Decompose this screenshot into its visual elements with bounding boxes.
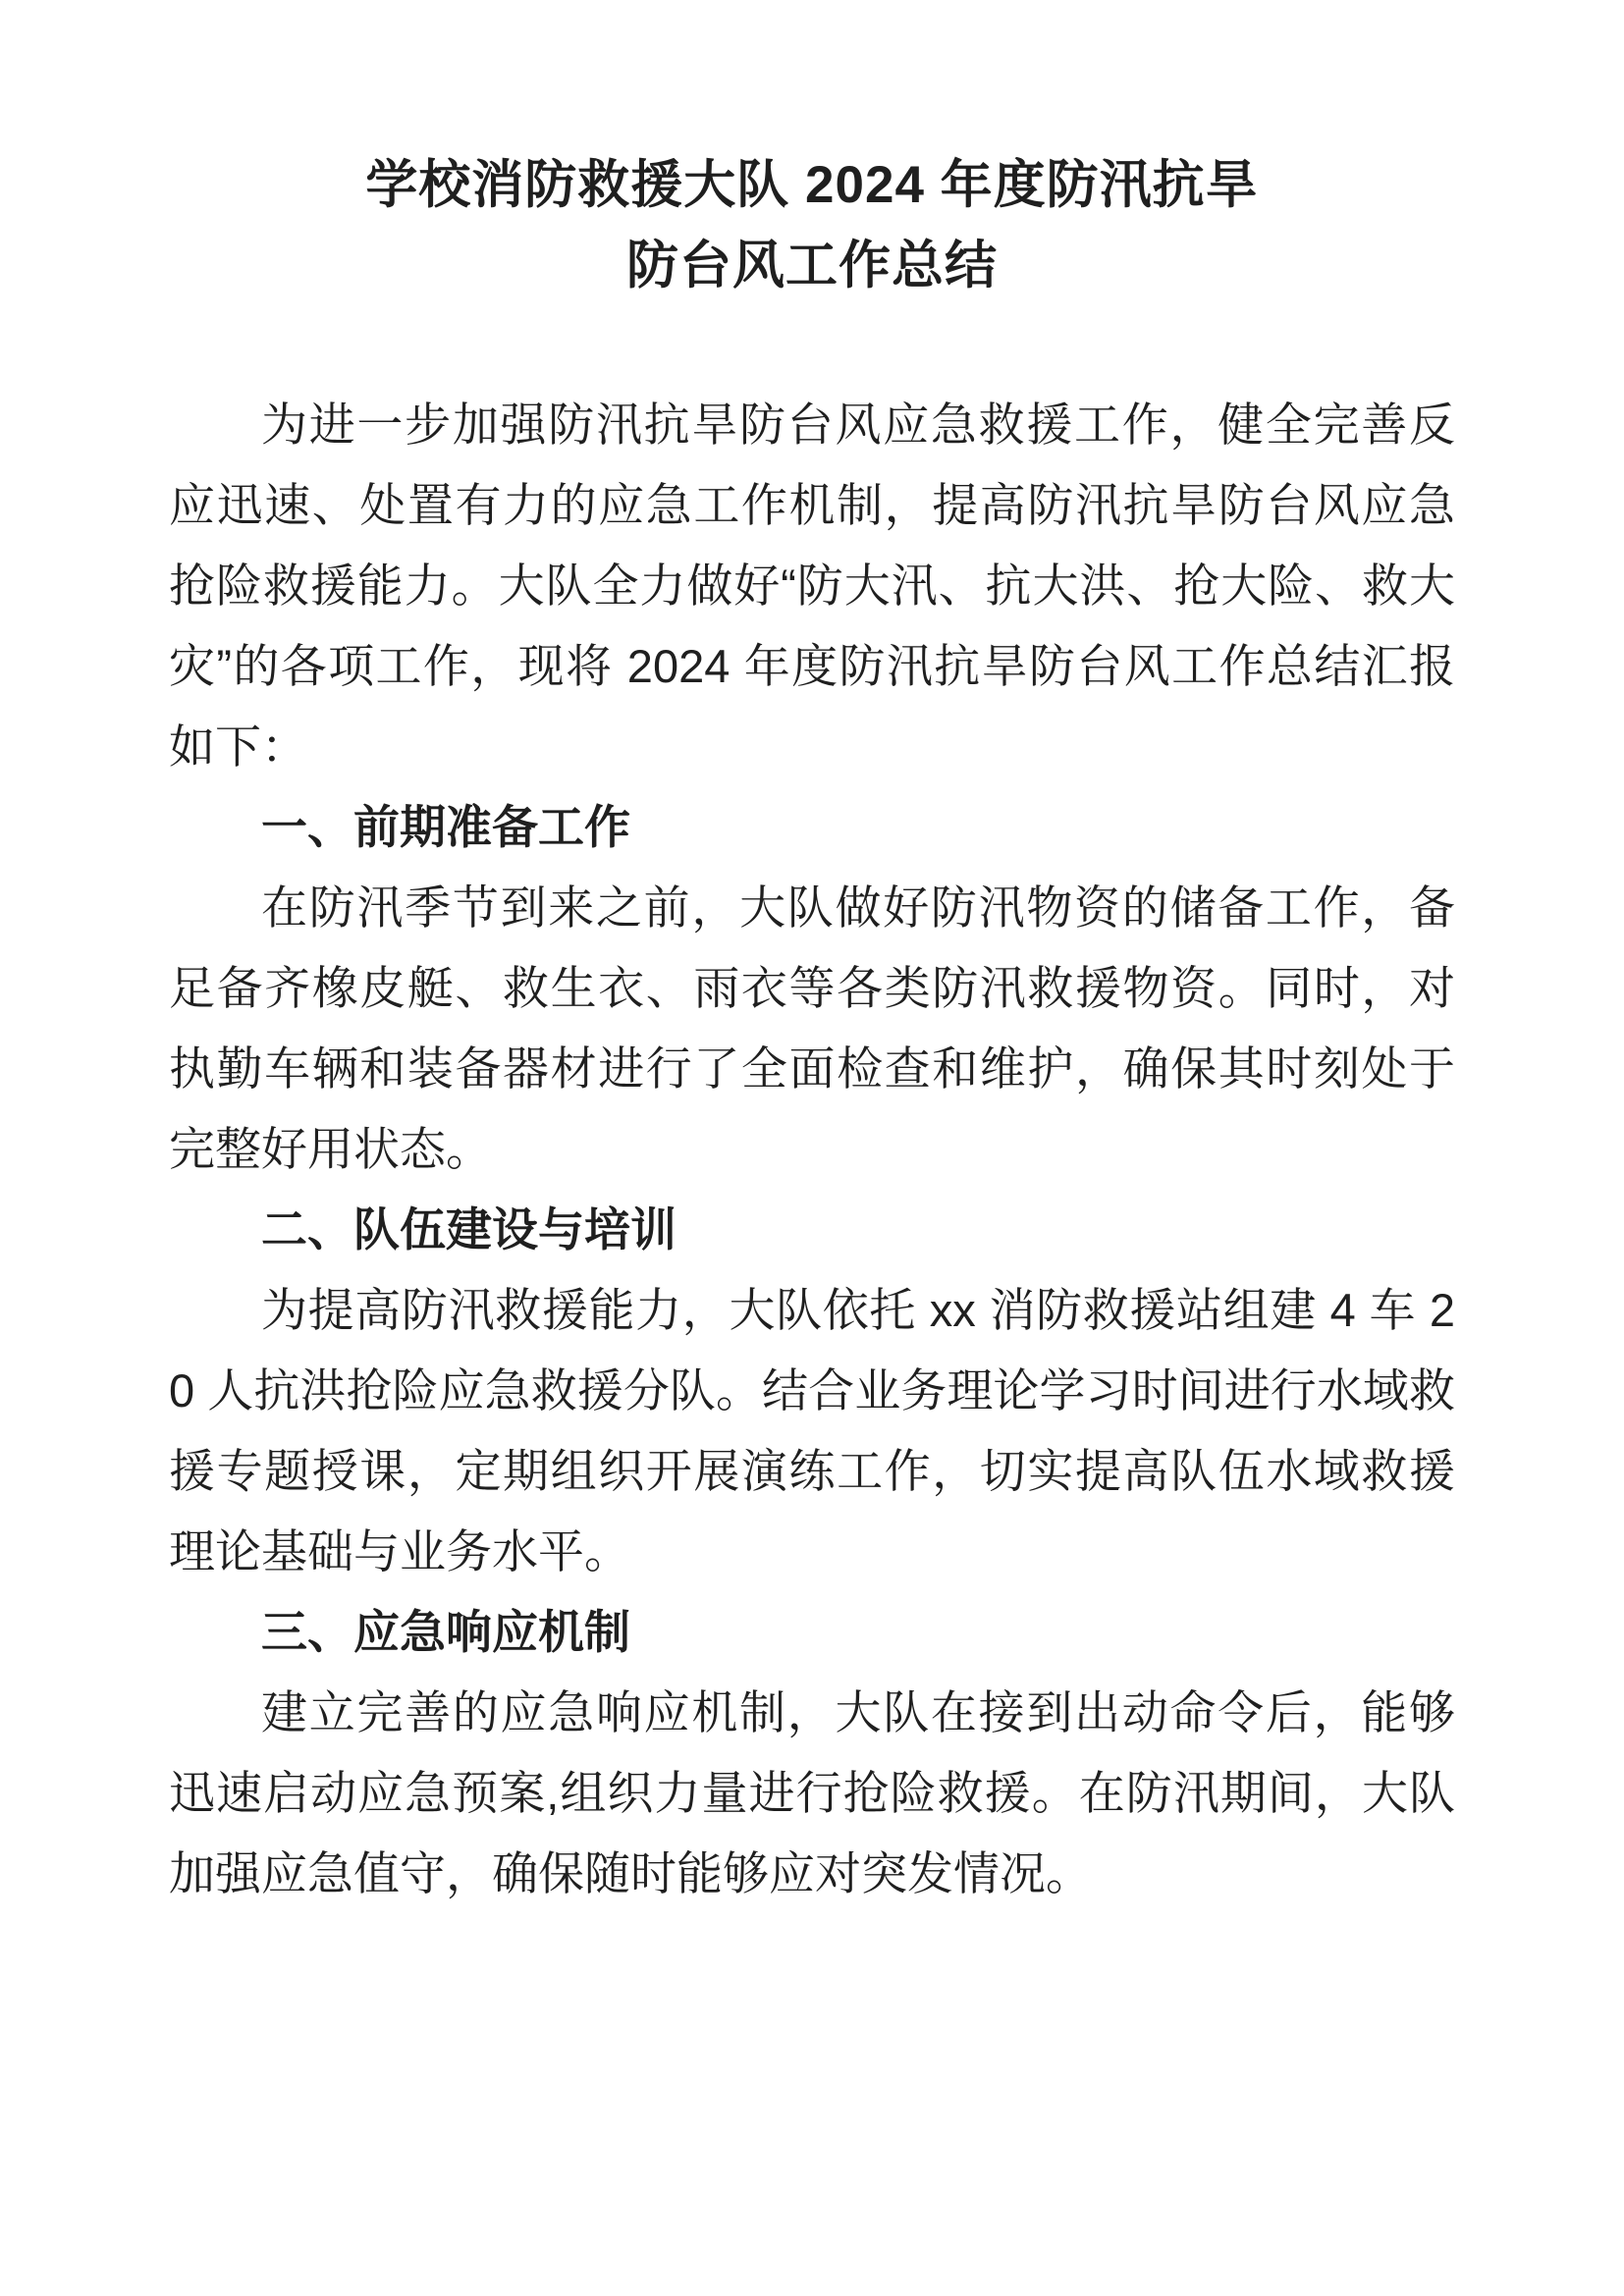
section-heading-1: 一、前期准备工作 <box>261 801 630 854</box>
section-heading-2: 二、队伍建设与培训 <box>261 1203 677 1256</box>
document-title-line-1: 学校消防救援大队 2024 年度防汛抗旱 <box>365 156 1259 214</box>
document-title-line-2: 防台风工作总结 <box>626 237 998 295</box>
document-title <box>169 145 1455 306</box>
document-body <box>169 385 1455 1914</box>
intro-paragraph: 为进一步加强防汛抗旱防台风应急救援工作，健全完善反应迅速、处置有力的应急工作机制，提高防汛抗旱防台风应急抢险救援能力。大队全力做好“防大汛、抗大洪、抢大险、救大灾”的各项工作，现将 2024 年度防汛抗旱防台风工作总结汇报如下： <box>169 399 1455 774</box>
section-heading-3: 三、应急响应机制 <box>261 1606 630 1659</box>
section-3-paragraph: 建立完善的应急响应机制，大队在接到出动命令后，能够迅速启动应急预案,组织力量进行抢险救援。在防汛期间，大队加强应急值守，确保随时能够应对突发情况。 <box>169 1686 1455 1900</box>
section-2-paragraph: 为提高防汛救援能力，大队依托 xx 消防救援站组建 4 车 20 人抗洪抢险应急救援分队。结合业务理论学习时间进行水域救援专题授课，定期组织开展演练工作，切实提高队伍水域救援理论基础与业务水平。 <box>169 1284 1455 1578</box>
section-1-paragraph: 在防汛季节到来之前，大队做好防汛物资的储备工作，备足备齐橡皮艇、救生衣、雨衣等各类防汛救援物资。同时，对执勤车辆和装备器材进行了全面检查和维护，确保其时刻处于完整好用状态。 <box>169 881 1455 1176</box>
